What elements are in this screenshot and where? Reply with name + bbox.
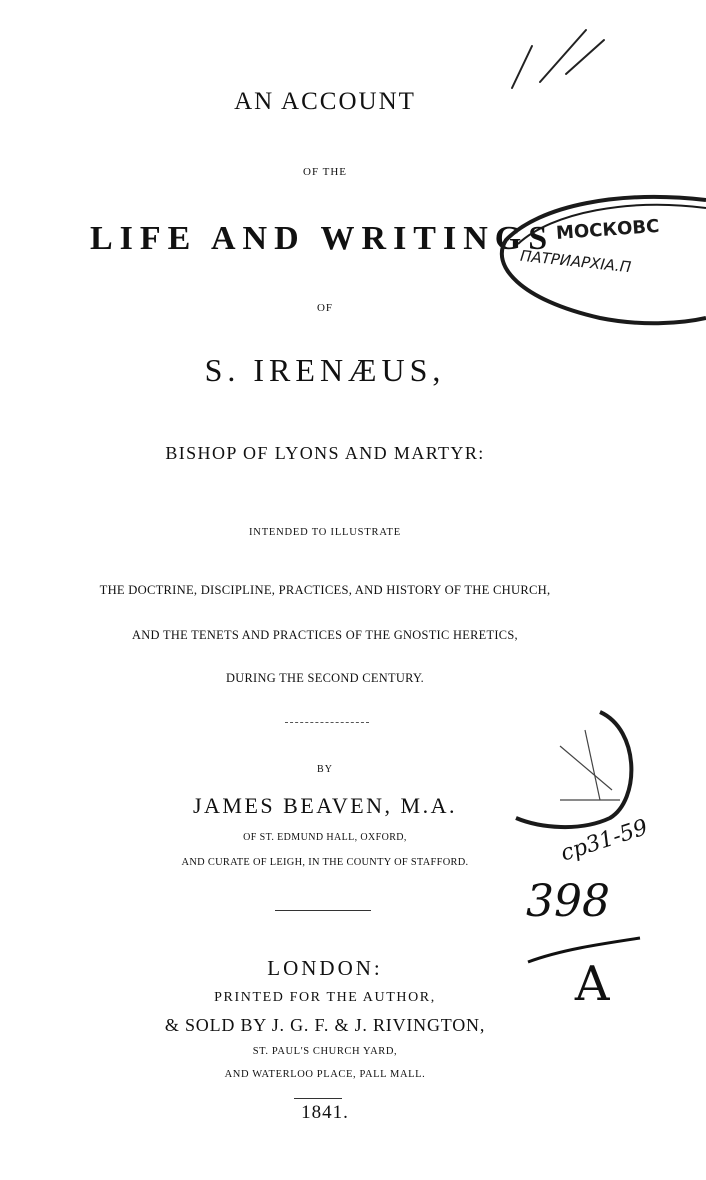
divider-rule [275, 910, 371, 911]
subject-title: BISHOP OF LYONS AND MARTYR: [165, 443, 485, 463]
handwritten-mark-1: ср31-59 [557, 815, 651, 867]
author-affiliation-2: AND CURATE OF LEIGH, IN THE COUNTY OF STAFFORD. [181, 857, 469, 868]
stamp-text-2: ПАТРИАРХІА.П [519, 246, 632, 277]
purpose-intro: INTENDED TO ILLUSTRATE [249, 527, 401, 538]
imprint-address-2: AND WATERLOO PLACE, PALL MALL. [224, 1069, 426, 1080]
handwritten-mark-3: А [574, 956, 611, 1012]
subject-name: S. IRENÆUS, [204, 352, 446, 388]
title-line-an-account: AN ACCOUNT [234, 88, 416, 115]
handwritten-mark-2: 398 [526, 876, 610, 927]
imprint-place: LONDON: [267, 956, 383, 980]
title-line-of: OF [316, 302, 334, 314]
main-title: LIFE AND WRITINGS [90, 220, 555, 257]
title-line-of-the: OF THE [303, 166, 347, 178]
imprint-printer: PRINTED FOR THE AUTHOR, [214, 990, 436, 1005]
purpose-line-1: THE DOCTRINE, DISCIPLINE, PRACTICES, AND HISTORY OF THE CHURCH, [99, 583, 551, 597]
by-line: BY [317, 764, 333, 775]
author-name: JAMES BEAVEN, M.A. [192, 793, 457, 818]
imprint-address-1: ST. PAUL'S CHURCH YARD, [252, 1046, 398, 1057]
divider-rule [294, 1098, 342, 1099]
purpose-line-2: AND THE TENETS AND PRACTICES OF THE GNOSTIC HERETICS, [132, 628, 518, 642]
publication-year: 1841. [301, 1102, 349, 1123]
author-affiliation-1: OF ST. EDMUND HALL, OXFORD, [243, 832, 407, 843]
stamp-text-1: МОСКОВС [555, 215, 660, 245]
purpose-line-3: DURING THE SECOND CENTURY. [225, 671, 425, 685]
imprint-seller: & SOLD BY J. G. F. & J. RIVINGTON, [164, 1015, 486, 1035]
divider-rule [285, 722, 369, 723]
